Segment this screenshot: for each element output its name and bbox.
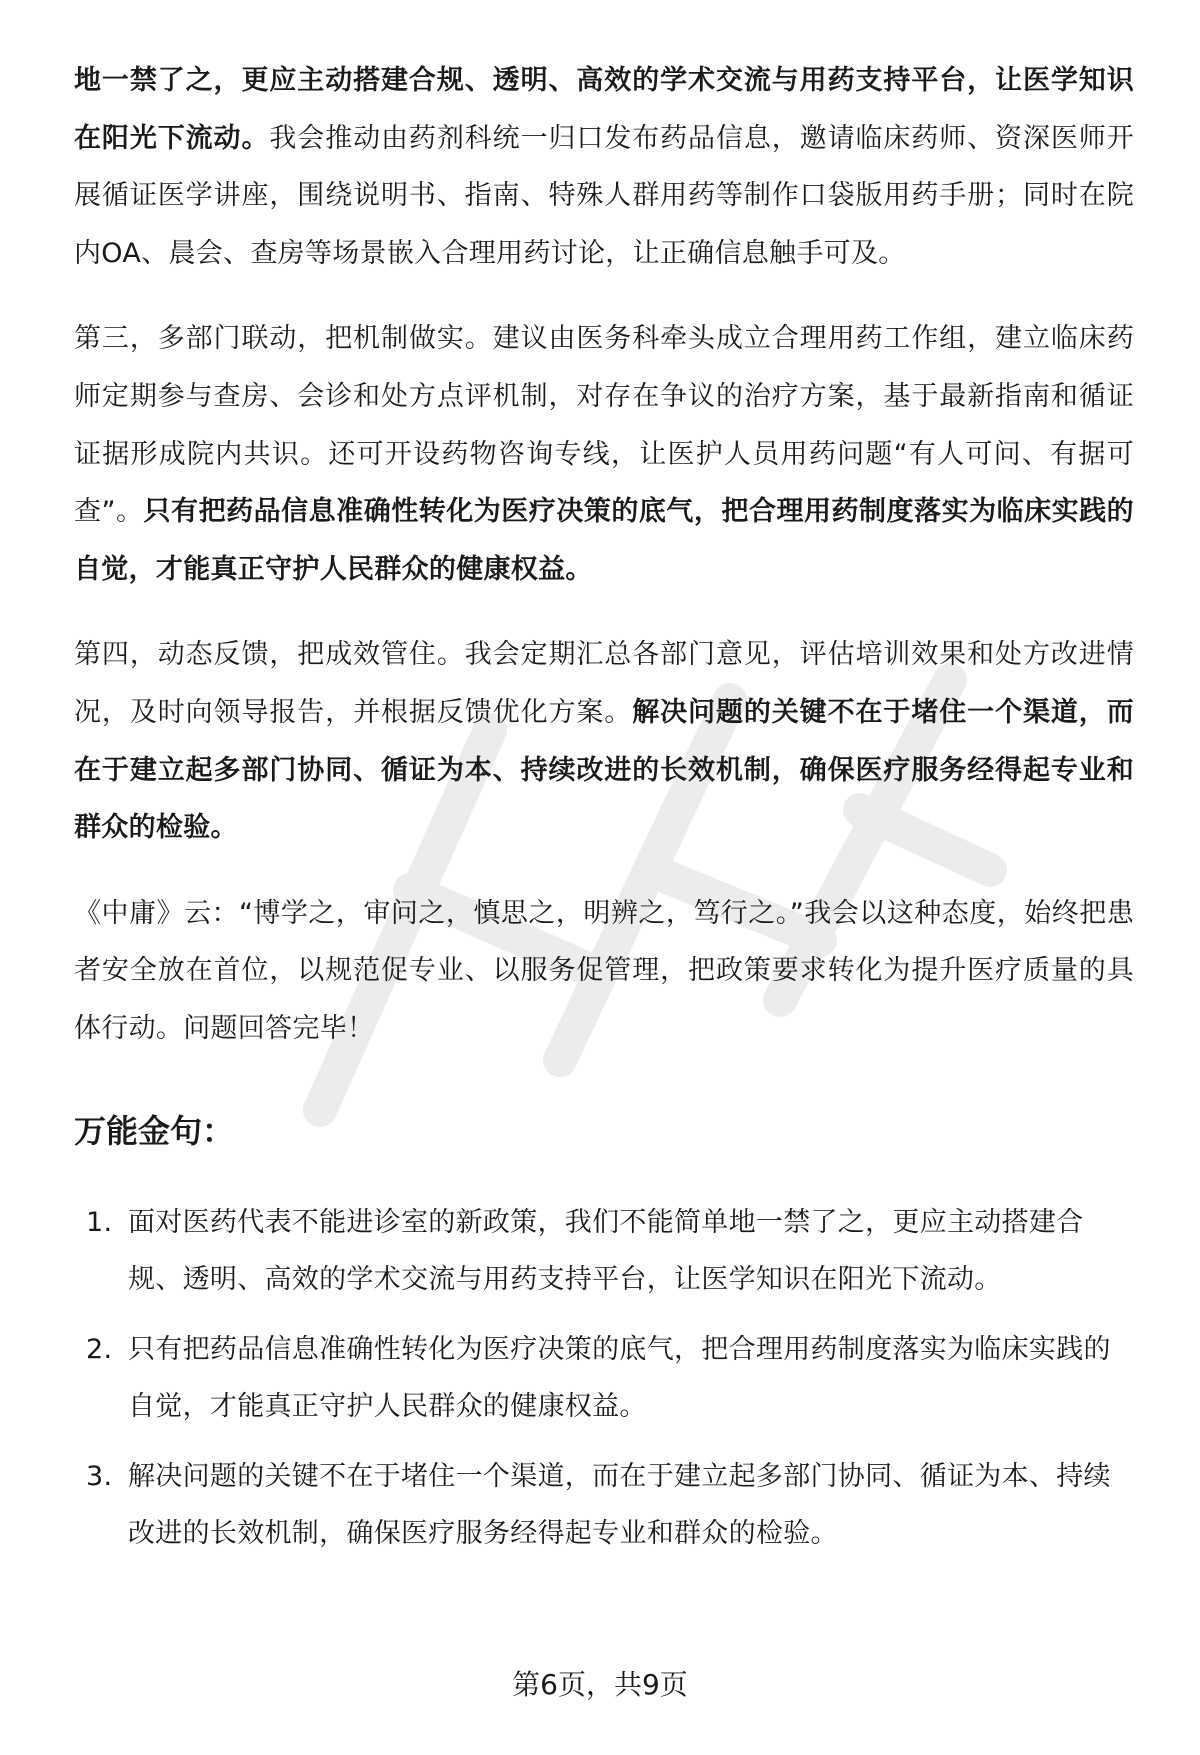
bold-text: 解决问题的关键不在于堵住一个渠道，而在于建立起多部门协同、循证为本、持续改进的长效机制，确保医疗服务经得起专业和群众的检验。 <box>74 696 1134 844</box>
key-sentences-list <box>74 1194 1134 1564</box>
page-footer: 第6页，共9页 <box>512 1668 688 1701</box>
paragraph-platform <box>74 52 1134 282</box>
list-item-text: 只有把药品信息准确性转化为医疗决策的底气，把合理用药制度落实为临床实践的自觉，才能真正守护人民群众的健康权益。 <box>128 1333 1111 1423</box>
list-number: 2. <box>86 1333 113 1365</box>
paragraph-fourth <box>74 626 1134 856</box>
list-number: 1. <box>86 1206 113 1238</box>
bold-text: 只有把药品信息准确性转化为医疗决策的底气，把合理用药制度落实为临床实践的自觉，才能真正守护人民群众的健康权益。 <box>74 496 1134 585</box>
section-heading: 万能金句： <box>74 1111 235 1150</box>
paragraph-conclusion <box>74 885 1134 1058</box>
list-number: 3. <box>86 1460 113 1492</box>
list-item <box>74 1194 1134 1309</box>
list-item <box>74 1321 1134 1436</box>
body-text: 第四，动态反馈，把成效管住。我会定期汇总各部门意见，评估培训效果和处方改进情况，及时向领导报告，并根据反馈优化方案。 <box>74 639 1134 728</box>
list-item <box>74 1448 1134 1563</box>
document-body <box>74 52 1134 1575</box>
body-text: 第三，多部门联动，把机制做实。建议由医务科牵头成立合理用药工作组，建立临床药师定期参与查房、会诊和处方点评机制，对存在争议的治疗方案，基于最新指南和循证证据形成院内共识。还可开设药物咨询专线，让医护人员用药问题“有人可问、有据可查”。 <box>74 323 1134 528</box>
bold-text: 地一禁了之，更应主动搭建合规、透明、高效的学术交流与用药支持平台，让医学知识在阳光下流动。 <box>74 65 1134 154</box>
paragraph-third <box>74 310 1134 598</box>
body-text: 我会推动由药剂科统一归口发布药品信息，邀请临床药师、资深医师开展循证医学讲座，围绕说明书、指南、特殊人群用药等制作口袋版用药手册；同时在院内OA、晨会、查房等场景嵌入合理用药讨论，让正确信息触手可及。 <box>74 122 1134 269</box>
list-item-text: 解决问题的关键不在于堵住一个渠道，而在于建立起多部门协同、循证为本、持续改进的长效机制，确保医疗服务经得起专业和群众的检验。 <box>128 1460 1111 1550</box>
body-text: 《中庸》云：“博学之，审问之，慎思之，明辨之，笃行之。”我会以这种态度，始终把患者安全放在首位，以规范促专业、以服务促管理，把政策要求转化为提升医疗质量的具体行动。问题回答完毕！ <box>74 897 1134 1044</box>
list-item-text: 面对医药代表不能进诊室的新政策，我们不能简单地一禁了之，更应主动搭建合规、透明、高效的学术交流与用药支持平台，让医学知识在阳光下流动。 <box>128 1206 1084 1296</box>
